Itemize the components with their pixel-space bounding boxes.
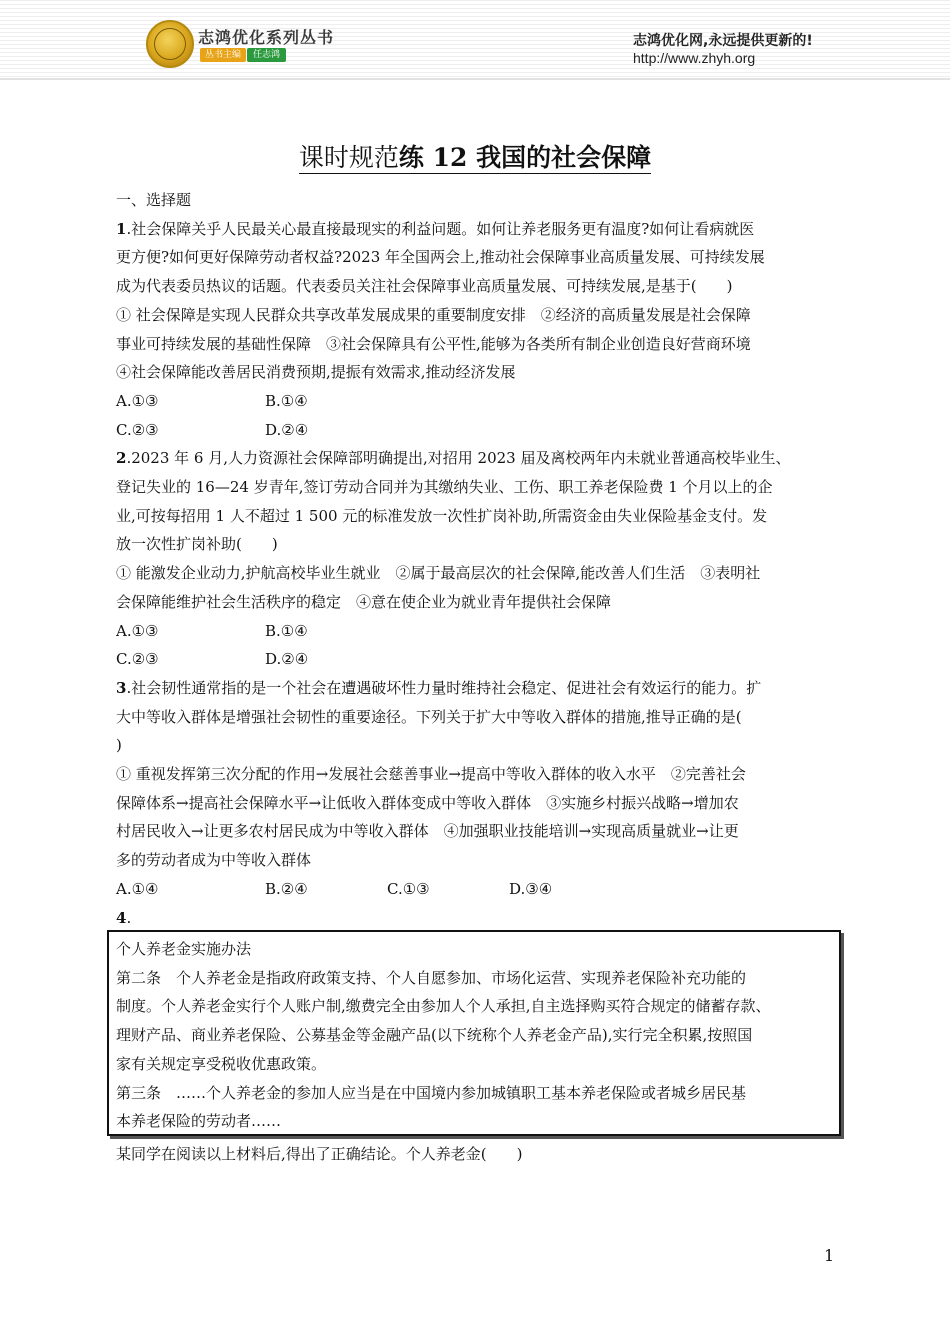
question-number: 1 bbox=[116, 219, 127, 238]
option-b: B.①④ bbox=[265, 621, 308, 640]
material-line: 第三条 ……个人养老金的参加人应当是在中国境内参加城镇职工基本养老保险或者城乡居民基 bbox=[116, 1083, 747, 1102]
question-text: 放一次性扩岗补助( ) bbox=[116, 535, 278, 554]
option-b: B.②④ bbox=[265, 879, 308, 898]
question-text: 会保障能维护社会生活秩序的稳定 ④意在使企业为就业青年提供社会保障 bbox=[116, 592, 612, 611]
question-text: ④社会保障能改善居民消费预期,提振有效需求,推动经济发展 bbox=[116, 363, 516, 382]
material-line: 家有关规定享受税收优惠政策。 bbox=[116, 1054, 327, 1073]
option-c: C.②③ bbox=[116, 650, 159, 669]
series-title: 志鸿优化系列丛书 bbox=[198, 28, 335, 47]
page-title bbox=[0, 138, 950, 174]
question-number: 2 bbox=[116, 449, 127, 468]
material-line: 理财产品、商业养老保险、公募基金等金融产品(以下统称个人养老金产品),实行完全积累,按照国 bbox=[116, 1026, 753, 1045]
material-title: 个人养老金实施办法 bbox=[116, 940, 252, 958]
question-text: .社会保障关乎人民最关心最直接最现实的利益问题。如何让养老服务更有温度?如何让看病就医 bbox=[126, 219, 755, 238]
question-text: 更方便?如何更好保障劳动者权益?2023 年全国两会上,推动社会保障事业高质量发展、可持续发展 bbox=[116, 248, 765, 267]
question-4-text: 某同学在阅读以上材料后,得出了正确结论。个人养老金( ) bbox=[116, 1145, 523, 1163]
question-text: 登记失业的 16—24 岁青年,签订劳动合同并为其缴纳失业、工伤、职工养老保险费 1 个月以上的企 bbox=[116, 478, 773, 497]
option-d: D.③④ bbox=[509, 879, 553, 898]
question-text: .2023 年 6 月,人力资源社会保障部明确提出,对招用 2023 届及离校两年内未就业普通高校毕业生、 bbox=[126, 449, 791, 468]
question-3 bbox=[116, 674, 836, 904]
series-logo-icon bbox=[146, 20, 194, 68]
title-part2: 练 12 我国的社会保障 bbox=[398, 143, 652, 172]
question-content bbox=[116, 186, 836, 932]
material-line: 本养老保险的劳动者…… bbox=[116, 1112, 282, 1131]
question-number: 4 bbox=[116, 908, 127, 927]
header-divider bbox=[0, 78, 950, 80]
question-text: 多的劳动者成为中等收入群体 bbox=[116, 851, 312, 870]
question-text: ① 社会保障是实现人民群众共享改革发展成果的重要制度安排 ②经济的高质量发展是社会保障 bbox=[116, 305, 751, 324]
question-suffix: . bbox=[126, 908, 132, 927]
option-c: C.②③ bbox=[116, 420, 159, 439]
question-number: 3 bbox=[116, 678, 127, 697]
header-url[interactable]: http://www.zhyh.org bbox=[633, 50, 756, 66]
question-text: ① 重视发挥第三次分配的作用→发展社会慈善事业→提高中等收入群体的收入水平 ②完善社会 bbox=[116, 765, 746, 784]
question-text: 事业可持续发展的基础性保障 ③社会保障具有公平性,能够为各类所有制企业创造良好营商环境 bbox=[116, 334, 751, 353]
option-b: B.①④ bbox=[265, 391, 308, 410]
option-a: A.①③ bbox=[116, 391, 159, 410]
page-number: 1 bbox=[824, 1246, 835, 1265]
material-text bbox=[116, 935, 840, 1136]
question-text: 大中等收入群体是增强社会韧性的重要途径。下列关于扩大中等收入群体的措施,推导正确的是( bbox=[116, 707, 742, 726]
question-4-header bbox=[116, 904, 836, 933]
option-a: A.①③ bbox=[116, 621, 159, 640]
section-heading: 一、选择题 bbox=[116, 191, 192, 209]
option-d: D.②④ bbox=[265, 420, 309, 439]
option-a: A.①④ bbox=[116, 879, 159, 898]
title-part1: 课时规范 bbox=[298, 143, 399, 172]
option-c: C.①③ bbox=[387, 879, 430, 898]
editor-label: 丛书主编 bbox=[200, 48, 246, 62]
question-2 bbox=[116, 444, 836, 674]
page-header bbox=[0, 0, 950, 80]
question-text: 成为代表委员热议的话题。代表委员关注社会保障事业高质量发展、可持续发展,是基于( ) bbox=[116, 277, 733, 296]
question-text: ① 能激发企业动力,护航高校毕业生就业 ②属于最高层次的社会保障,能改善人们生活 ③表明社 bbox=[116, 564, 761, 583]
material-line: 第二条 个人养老金是指政府政策支持、个人自愿参加、市场化运营、实现养老保险补充功能的 bbox=[116, 968, 747, 987]
question-text: .社会韧性通常指的是一个社会在遭遇破坏性力量时维持社会稳定、促进社会有效运行的能力。扩 bbox=[126, 678, 762, 697]
material-line: 制度。个人养老金实行个人账户制,缴费完全由参加人个人承担,自主选择购买符合规定的储蓄存款、 bbox=[116, 997, 771, 1016]
question-text: ) bbox=[116, 736, 122, 755]
editor-name: 任志鸿 bbox=[247, 48, 286, 62]
question-1 bbox=[116, 215, 836, 445]
header-slogan: 志鸿优化网,永远提供更新的! bbox=[633, 33, 813, 49]
question-text: 村居民收入→让更多农村居民成为中等收入群体 ④加强职业技能培训→实现高质量就业→让更 bbox=[116, 822, 739, 841]
question-text: 业,可按每招用 1 人不超过 1 500 元的标准发放一次性扩岗补助,所需资金由失业保险基金支付。发 bbox=[116, 506, 768, 525]
option-d: D.②④ bbox=[265, 650, 309, 669]
question-text: 保障体系→提高社会保障水平→让低收入群体变成中等收入群体 ③实施乡村振兴战略→增加农 bbox=[116, 793, 739, 812]
